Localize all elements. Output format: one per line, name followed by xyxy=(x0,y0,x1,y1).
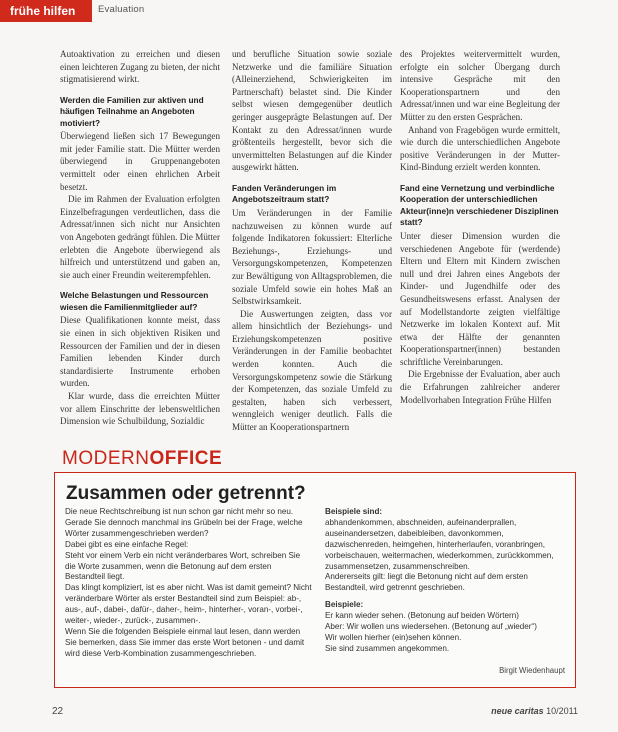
paragraph: Die Ergebnisse der Evaluation, aber auch die Erfahrungen zahlreicher anderer Modellvorhaben Integration Frühe Hilfen xyxy=(400,369,560,405)
subheading: Welche Belastungen und Ressourcen wiesen die Familienmitglieder auf? xyxy=(60,290,209,312)
subheading: Werden die Familien zur aktiven und häufigen Teilnahme an Angeboten motiviert? xyxy=(60,94,204,128)
example-line: Aber: Wir wollen uns wiedersehen. (Betonung auf „wieder“) xyxy=(325,622,537,632)
paragraph: und berufliche Situation sowie soziale Netzwerke und die familiäre Situation (Alleinerziehend, Schwierigkeiten im Partnerschaft) belastet sind. Die Kinder selbst wiesen demgegenüber deutlich geringer ausgeprägte Belastungen auf. Der Kontakt zu den Adressat/innen wurde größtenteils hergestellt, bevor sich die unvermittelten Belastungen auf die Kinder ausgewirkt hätten. xyxy=(232,49,392,173)
subheading: Fand eine Vernetzung und verbindliche Kooperation der unterschiedlichen Akteur(inne)n verschiedener Disziplinen statt? xyxy=(400,182,559,228)
article-columns xyxy=(50,48,570,443)
section-tab: frühe hilfen xyxy=(0,0,92,22)
paragraph: Die Auswertungen zeigten, dass vor allem hinsichtlich der Beziehungs- und Erziehungskompetenzen positive Veränderungen in der Familie beobachtet werden konnten. Auch die Versorgungskompetenz sowie die Stärkung der Kompetenzen, das soziale Umfeld zu gestalten, haben sich verbessert, wenngleich weniger deutlich. Falls die Mütter an Kooperationspartnern xyxy=(232,308,392,433)
brand-part-2: OFFICE xyxy=(149,448,223,469)
column-2 xyxy=(232,48,392,434)
box-paragraph: abhandenkommen, abschneiden, aufeinanderprallen, auseinandersetzen, dabeibleiben, davonkommen, dazwischenreden, heimgehen, hinterherlaufen, voranbringen, vorbeischauen, weitermachen, wiederkommen, zurückkommen, zusammensetzen, zusammenschreiben. xyxy=(325,517,554,571)
paragraph: Klar wurde, dass die erreichten Mütter vor allem Einschritte der lebensweltlichen Dimension wie Schulbildung, Sozialdic xyxy=(60,390,220,427)
box-paragraph: Das klingt kompliziert, ist es aber nicht. Was ist damit gemeint? Nicht veränderbare Wörter als erster Bestandteil sind zum Beispiel: ab-, aus-, auf-, dabei-, dafür-, daher-, heim-, hinterher-, voran-, vorbei-, weiter-, wieder-, zurück-, zusammen-. xyxy=(65,583,312,626)
info-box xyxy=(54,472,576,688)
box-title: Zusammen oder getrennt? xyxy=(66,483,306,504)
example-line: Wir wollen hierher (ein)sehen können. xyxy=(325,632,462,642)
issue-number: 10/2011 xyxy=(546,706,578,716)
author-name: Birgit Wiedenhaupt xyxy=(499,666,565,675)
box-right-column xyxy=(325,507,567,655)
box-paragraph: Die neue Rechtschreibung ist nun schon gar nicht mehr so neu. Gerade Sie dennoch manchmal ins Grübeln bei der Frage, welche Wörter zusammengeschrieben werden? xyxy=(65,507,303,538)
modern-office-logo xyxy=(62,448,222,470)
paragraph: des Projektes weitervermittelt wurden, erfolgte ein solcher Übergang durch intensive Gespräche mit den Kooperationspartnern und den Adressat/innen und war eine Begleitung der Mütter zu den ersten Gesprächen. xyxy=(400,49,560,122)
publication-footer xyxy=(491,706,578,716)
examples-label: Beispiele: xyxy=(325,600,364,610)
box-paragraph: Andererseits gilt: liegt die Betonung nicht auf dem ersten Bestandteil, wird getrennt geschrieben. xyxy=(325,572,528,593)
paragraph: Die im Rahmen der Evaluation erfolgten Einzelbefragungen verdeutlichen, dass die Adressat/innen sich nicht nur Ansichten von Angeboten gedrängt fühlen. Die Mütter erlebten die Angebote überwiegend als hilfreich und unterstützend und gaben an, sie auch einer Freundin weiterempfehlen. xyxy=(60,194,220,280)
paragraph: Diese Qualifikationen konnte meist, dass sie einen in sich objektiven Risiken und Ressourcen der Familien und der in diesen Familien lebenden Kinder durch standardisierte Instrumente erhoben wurden. xyxy=(60,315,220,389)
brand-part-1: MODERN xyxy=(62,448,150,469)
publication-name: neue caritas xyxy=(491,706,544,716)
paragraph: Um Veränderungen in der Familie nachzuweisen zu können wurde auf folgende Indikatoren fokussiert: Elterliche Beziehungs-, Erziehungs- und Versorgungskompetenzen, Kompetenzen zur Bewältigung von Alltagsproblemen, die soziale Umfeld sowie ein hohes Maß an Selbstwirksamkeit. xyxy=(232,207,392,307)
example-line: Sie sind zusammen angekommen. xyxy=(325,643,450,653)
page-number: 22 xyxy=(52,706,64,717)
subheading: Fanden Veränderungen im Angebotszeitraum statt? xyxy=(232,182,337,205)
example-line: Er kann wieder sehen. (Betonung auf beiden Wörtern) xyxy=(325,611,519,621)
column-3 xyxy=(400,48,560,406)
paragraph: Unter dieser Dimension wurden die verschiedenen Angebote für (werdende) Eltern und Eltern mit Kindern zwischen null und drei Jahren eines Angebots der Kinder- und Jugendhilfe oder des Gesundheitswesens erfasst. Analysen der auf Modellstandorte zeigten vielfältige Netzwerke im lokalen Kontext auf. Mit etwa der Hälfte der genannten Kooperationspartner(innen) bestanden schriftliche Vereinbarungen. xyxy=(400,230,560,367)
paragraph: Überwiegend ließen sich 17 Bewegungen mit jeder Familie statt. Die Mütter werden überwiegend in Gruppenangeboten vermittelt oder einen ehrlichen Arbeit besetzt. xyxy=(60,131,220,192)
box-paragraph: Steht vor einem Verb ein nicht veränderbares Wort, schreiben Sie die Worte zusammen, wenn die Betonung auf dem ersten Bestandteil liegt. xyxy=(65,550,301,582)
box-paragraph: Wenn Sie die folgenden Beispiele einmal laut lesen, dann werden Sie bemerken, dass Sie immer das erste Wort betonen - und damit wird diese Verb-Kombination zusammengeschrieben. xyxy=(65,626,305,658)
paragraph: Autoaktivation zu erreichen und diesen einen leichteren Zugang zu bieten, der nicht stigmatisierend wirkt. xyxy=(60,49,220,85)
examples-label: Beispiele sind: xyxy=(325,507,383,516)
column-1 xyxy=(60,48,220,428)
paragraph: Anhand von Fragebögen wurde ermittelt, wie durch die unterschiedlichen Angebote positive Veränderungen in der Mutter-Kind-Bindung erzielt werden konnten. xyxy=(400,124,560,173)
section-label: Evaluation xyxy=(98,4,145,15)
box-paragraph: Dabei gibt es eine einfache Regel: xyxy=(65,539,189,549)
box-left-column xyxy=(65,507,313,660)
